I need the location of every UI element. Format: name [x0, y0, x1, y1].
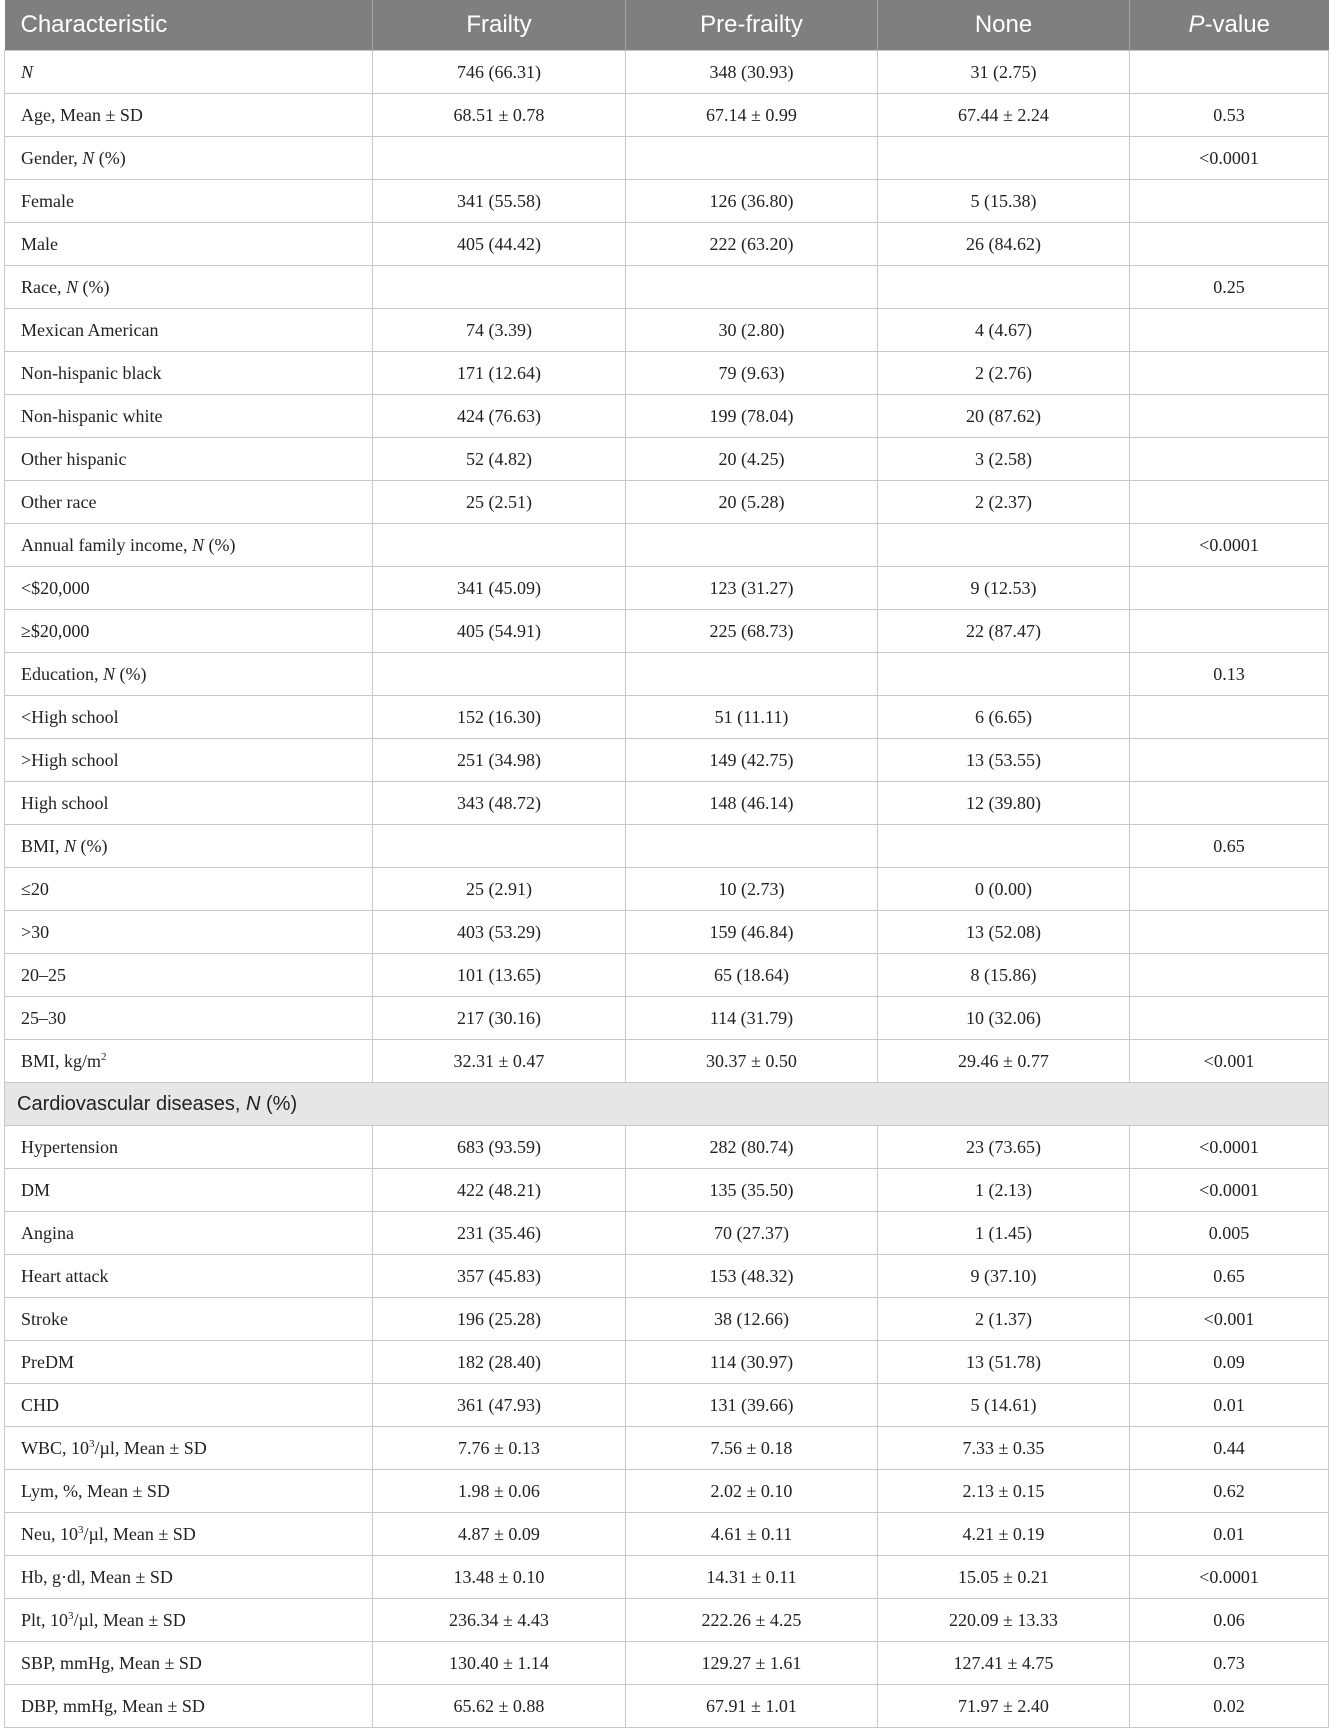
p-value-cell: 0.65 [1130, 825, 1329, 868]
none-cell: 220.09 ± 13.33 [878, 1599, 1130, 1642]
p-value-cell: 0.73 [1130, 1642, 1329, 1685]
frailty-cell: 405 (54.91) [373, 610, 626, 653]
characteristic-cell [5, 481, 373, 524]
label-text: Neu, 10 [21, 1523, 78, 1544]
pre-frailty-cell: 131 (39.66) [626, 1384, 878, 1427]
characteristic-cell [5, 567, 373, 610]
pre-frailty-cell: 70 (27.37) [626, 1212, 878, 1255]
pre-frailty-cell [626, 524, 878, 567]
characteristic-cell [5, 1427, 373, 1470]
label-superscript: 2 [101, 1050, 107, 1063]
label-text: Angina [21, 1222, 74, 1243]
p-value-cell [1130, 309, 1329, 352]
label-text: Education, [21, 663, 103, 684]
characteristic-cell [5, 782, 373, 825]
none-cell: 2 (2.76) [878, 352, 1130, 395]
label-suffix: (%) [94, 147, 126, 168]
label-text: ≤20 [21, 878, 49, 899]
pre-frailty-cell: 225 (68.73) [626, 610, 878, 653]
label-text: Male [21, 233, 58, 254]
p-value-cell [1130, 567, 1329, 610]
frailty-cell: 196 (25.28) [373, 1298, 626, 1341]
pre-frailty-cell: 20 (5.28) [626, 481, 878, 524]
none-cell: 67.44 ± 2.24 [878, 94, 1130, 137]
pre-frailty-cell: 14.31 ± 0.11 [626, 1556, 878, 1599]
p-value-cell [1130, 481, 1329, 524]
p-value-cell [1130, 223, 1329, 266]
header-p-rest: -value [1204, 11, 1270, 38]
label-superscript: 3 [78, 1523, 84, 1536]
frailty-cell: 152 (16.30) [373, 696, 626, 739]
table-row [5, 1642, 1329, 1685]
pre-frailty-cell: 114 (30.97) [626, 1341, 878, 1384]
label-text: Hypertension [21, 1136, 118, 1157]
table-row [5, 1556, 1329, 1599]
frailty-cell: 405 (44.42) [373, 223, 626, 266]
table-row [5, 352, 1329, 395]
pre-frailty-cell: 149 (42.75) [626, 739, 878, 782]
header-characteristic: Characteristic [5, 0, 373, 51]
label-text: SBP, mmHg, Mean ± SD [21, 1652, 202, 1673]
p-value-cell: <0.0001 [1130, 137, 1329, 180]
none-cell: 5 (15.38) [878, 180, 1130, 223]
label-text: >30 [21, 921, 50, 942]
frailty-cell: 68.51 ± 0.78 [373, 94, 626, 137]
table-row [5, 180, 1329, 223]
frailty-cell: 683 (93.59) [373, 1126, 626, 1169]
p-value-cell: <0.001 [1130, 1298, 1329, 1341]
table-row [5, 1126, 1329, 1169]
table-body [5, 51, 1329, 1728]
none-cell: 13 (51.78) [878, 1341, 1130, 1384]
label-italic: N [82, 147, 95, 168]
label-text: Heart attack [21, 1265, 109, 1286]
frailty-cell: 182 (28.40) [373, 1341, 626, 1384]
table-row [5, 1212, 1329, 1255]
characteristic-cell [5, 51, 373, 94]
pre-frailty-cell: 222 (63.20) [626, 223, 878, 266]
header-p-italic: P [1188, 11, 1205, 38]
label-text: <High school [21, 706, 119, 727]
label-italic: N [64, 835, 77, 856]
pre-frailty-cell: 348 (30.93) [626, 51, 878, 94]
label-text: Non-hispanic white [21, 405, 163, 426]
p-value-cell: <0.0001 [1130, 1169, 1329, 1212]
characteristic-cell [5, 739, 373, 782]
none-cell: 4.21 ± 0.19 [878, 1513, 1130, 1556]
header-pre-frailty: Pre-frailty [626, 0, 878, 51]
pre-frailty-cell [626, 653, 878, 696]
p-value-cell [1130, 954, 1329, 997]
label-italic: N [102, 663, 115, 684]
none-cell: 4 (4.67) [878, 309, 1130, 352]
table-row [5, 1040, 1329, 1083]
label-text: Age, Mean ± SD [21, 104, 143, 125]
pre-frailty-cell: 282 (80.74) [626, 1126, 878, 1169]
pre-frailty-cell: 51 (11.11) [626, 696, 878, 739]
table-header [5, 0, 1329, 51]
label-text: Female [21, 190, 74, 211]
table-row [5, 954, 1329, 997]
table-row [5, 696, 1329, 739]
p-value-cell: <0.0001 [1130, 1126, 1329, 1169]
characteristic-cell [5, 1341, 373, 1384]
frailty-cell: 101 (13.65) [373, 954, 626, 997]
none-cell: 29.46 ± 0.77 [878, 1040, 1130, 1083]
characteristic-cell [5, 395, 373, 438]
none-cell: 9 (37.10) [878, 1255, 1130, 1298]
frailty-cell: 74 (3.39) [373, 309, 626, 352]
table-row [5, 782, 1329, 825]
p-value-cell: 0.44 [1130, 1427, 1329, 1470]
pre-frailty-cell: 4.61 ± 0.11 [626, 1513, 878, 1556]
p-value-cell: <0.001 [1130, 1040, 1329, 1083]
pre-frailty-cell: 2.02 ± 0.10 [626, 1470, 878, 1513]
header-none: None [878, 0, 1130, 51]
frailty-cell: 422 (48.21) [373, 1169, 626, 1212]
p-value-cell: <0.0001 [1130, 524, 1329, 567]
label-text: >High school [21, 749, 119, 770]
characteristic-cell [5, 137, 373, 180]
section-row [5, 1083, 1329, 1126]
characteristic-cell [5, 1255, 373, 1298]
none-cell: 127.41 ± 4.75 [878, 1642, 1130, 1685]
frailty-cell: 1.98 ± 0.06 [373, 1470, 626, 1513]
label-text: BMI, kg/m [21, 1050, 102, 1071]
p-value-cell [1130, 438, 1329, 481]
characteristic-cell [5, 94, 373, 137]
label-text: Other race [21, 491, 97, 512]
none-cell: 7.33 ± 0.35 [878, 1427, 1130, 1470]
none-cell: 22 (87.47) [878, 610, 1130, 653]
none-cell: 71.97 ± 2.40 [878, 1685, 1130, 1728]
p-value-cell [1130, 696, 1329, 739]
table-row [5, 610, 1329, 653]
label-italic: N [191, 534, 204, 555]
characteristic-cell [5, 1298, 373, 1341]
characteristic-cell [5, 1470, 373, 1513]
pre-frailty-cell: 126 (36.80) [626, 180, 878, 223]
table-row [5, 51, 1329, 94]
p-value-cell [1130, 51, 1329, 94]
label-text: Hb, g·dl, Mean ± SD [21, 1566, 173, 1587]
frailty-cell: 65.62 ± 0.88 [373, 1685, 626, 1728]
pre-frailty-cell: 30 (2.80) [626, 309, 878, 352]
none-cell: 2.13 ± 0.15 [878, 1470, 1130, 1513]
p-value-cell [1130, 739, 1329, 782]
label-italic: N [65, 276, 78, 297]
characteristic-cell [5, 1384, 373, 1427]
label-text: 25–30 [21, 1007, 66, 1028]
none-cell: 31 (2.75) [878, 51, 1130, 94]
p-value-cell: 0.25 [1130, 266, 1329, 309]
frailty-cell: 4.87 ± 0.09 [373, 1513, 626, 1556]
label-text: Lym, %, Mean ± SD [21, 1480, 170, 1501]
label-text: BMI, [21, 835, 65, 856]
label-text: WBC, 10 [21, 1437, 90, 1458]
frailty-cell: 231 (35.46) [373, 1212, 626, 1255]
label-text: <$20,000 [21, 577, 90, 598]
characteristic-cell [5, 1212, 373, 1255]
none-cell [878, 825, 1130, 868]
none-cell: 26 (84.62) [878, 223, 1130, 266]
pre-frailty-cell: 79 (9.63) [626, 352, 878, 395]
none-cell: 2 (2.37) [878, 481, 1130, 524]
characteristic-cell [5, 524, 373, 567]
frailty-cell: 341 (45.09) [373, 567, 626, 610]
frailty-cell [373, 137, 626, 180]
pre-frailty-cell [626, 266, 878, 309]
label-suffix: (%) [203, 534, 236, 555]
frailty-cell [373, 825, 626, 868]
label-text-suffix: /µl, Mean ± SD [73, 1609, 186, 1630]
none-cell: 2 (1.37) [878, 1298, 1130, 1341]
table-row [5, 266, 1329, 309]
characteristic-cell [5, 1599, 373, 1642]
pre-frailty-cell: 159 (46.84) [626, 911, 878, 954]
characteristic-cell [5, 653, 373, 696]
frailty-cell [373, 653, 626, 696]
frailty-cell: 251 (34.98) [373, 739, 626, 782]
table-row [5, 911, 1329, 954]
none-cell: 8 (15.86) [878, 954, 1130, 997]
none-cell [878, 266, 1130, 309]
frailty-cell: 217 (30.16) [373, 997, 626, 1040]
frailty-cell: 171 (12.64) [373, 352, 626, 395]
table-row [5, 395, 1329, 438]
characteristic-cell [5, 438, 373, 481]
frailty-cell: 361 (47.93) [373, 1384, 626, 1427]
none-cell: 6 (6.65) [878, 696, 1130, 739]
characteristic-cell [5, 954, 373, 997]
pre-frailty-cell: 67.91 ± 1.01 [626, 1685, 878, 1728]
none-cell: 5 (14.61) [878, 1384, 1130, 1427]
table-row [5, 1169, 1329, 1212]
frailty-cell: 357 (45.83) [373, 1255, 626, 1298]
header-p-value [1130, 0, 1329, 51]
table-row [5, 1255, 1329, 1298]
label-text: DBP, mmHg, Mean ± SD [21, 1695, 205, 1716]
label-text: Plt, 10 [21, 1609, 69, 1630]
p-value-cell [1130, 610, 1329, 653]
characteristic-cell [5, 180, 373, 223]
pre-frailty-cell: 123 (31.27) [626, 567, 878, 610]
pre-frailty-cell: 67.14 ± 0.99 [626, 94, 878, 137]
characteristic-cell [5, 997, 373, 1040]
p-value-cell: 0.005 [1130, 1212, 1329, 1255]
characteristic-cell [5, 1513, 373, 1556]
characteristic-cell [5, 1126, 373, 1169]
characteristic-cell [5, 352, 373, 395]
table-row [5, 1427, 1329, 1470]
label-text: ≥$20,000 [21, 620, 90, 641]
table-row [5, 1513, 1329, 1556]
frailty-cell: 25 (2.51) [373, 481, 626, 524]
frailty-cell: 746 (66.31) [373, 51, 626, 94]
characteristic-cell [5, 223, 373, 266]
none-cell: 0 (0.00) [878, 868, 1130, 911]
none-cell: 23 (73.65) [878, 1126, 1130, 1169]
label-suffix: (%) [78, 276, 110, 297]
none-cell: 15.05 ± 0.21 [878, 1556, 1130, 1599]
characteristic-cell [5, 1642, 373, 1685]
pre-frailty-cell [626, 137, 878, 180]
header-row [5, 0, 1329, 51]
frailty-cell [373, 266, 626, 309]
table-row [5, 1470, 1329, 1513]
label-superscript: 3 [68, 1609, 74, 1622]
characteristic-cell [5, 1685, 373, 1728]
label-suffix: (%) [260, 1092, 298, 1115]
frailty-cell: 424 (76.63) [373, 395, 626, 438]
label-text: DM [21, 1179, 51, 1200]
label-italic: N [21, 61, 34, 82]
none-cell [878, 524, 1130, 567]
pre-frailty-cell [626, 825, 878, 868]
characteristic-cell [5, 1556, 373, 1599]
p-value-cell [1130, 911, 1329, 954]
label-text: Mexican American [21, 319, 159, 340]
header-frailty: Frailty [373, 0, 626, 51]
pre-frailty-cell: 20 (4.25) [626, 438, 878, 481]
pre-frailty-cell: 7.56 ± 0.18 [626, 1427, 878, 1470]
label-text: CHD [21, 1394, 60, 1415]
table-row [5, 825, 1329, 868]
frailty-cell: 343 (48.72) [373, 782, 626, 825]
p-value-cell: 0.01 [1130, 1513, 1329, 1556]
label-text: PreDM [21, 1351, 74, 1372]
frailty-cell: 7.76 ± 0.13 [373, 1427, 626, 1470]
table-row [5, 1384, 1329, 1427]
table-row [5, 438, 1329, 481]
table-row [5, 1685, 1329, 1728]
characteristic-cell [5, 1169, 373, 1212]
p-value-cell [1130, 180, 1329, 223]
frailty-cell: 130.40 ± 1.14 [373, 1642, 626, 1685]
pre-frailty-cell: 222.26 ± 4.25 [626, 1599, 878, 1642]
table-row [5, 1341, 1329, 1384]
label-text: Race, [21, 276, 66, 297]
p-value-cell: 0.53 [1130, 94, 1329, 137]
characteristics-table [4, 0, 1329, 1728]
p-value-cell: 0.06 [1130, 1599, 1329, 1642]
pre-frailty-cell: 153 (48.32) [626, 1255, 878, 1298]
none-cell: 9 (12.53) [878, 567, 1130, 610]
characteristic-cell [5, 610, 373, 653]
none-cell: 12 (39.80) [878, 782, 1130, 825]
table-row [5, 739, 1329, 782]
none-cell: 1 (1.45) [878, 1212, 1130, 1255]
table-row [5, 481, 1329, 524]
label-text: Annual family income, [21, 534, 192, 555]
frailty-cell: 25 (2.91) [373, 868, 626, 911]
p-value-cell: 0.65 [1130, 1255, 1329, 1298]
none-cell: 13 (52.08) [878, 911, 1130, 954]
label-text: Stroke [21, 1308, 68, 1329]
label-text: High school [21, 792, 109, 813]
frailty-cell: 236.34 ± 4.43 [373, 1599, 626, 1642]
none-cell: 20 (87.62) [878, 395, 1130, 438]
section-label [5, 1083, 1329, 1126]
frailty-cell: 32.31 ± 0.47 [373, 1040, 626, 1083]
p-value-cell: 0.09 [1130, 1341, 1329, 1384]
pre-frailty-cell: 10 (2.73) [626, 868, 878, 911]
pre-frailty-cell: 148 (46.14) [626, 782, 878, 825]
table-row [5, 137, 1329, 180]
characteristic-cell [5, 1040, 373, 1083]
p-value-cell: 0.62 [1130, 1470, 1329, 1513]
characteristic-cell [5, 825, 373, 868]
table-row [5, 567, 1329, 610]
label-text-suffix: /µl, Mean ± SD [94, 1437, 207, 1458]
table-row [5, 1298, 1329, 1341]
frailty-cell: 13.48 ± 0.10 [373, 1556, 626, 1599]
table-row [5, 223, 1329, 266]
label-text: Other hispanic [21, 448, 127, 469]
characteristic-cell [5, 266, 373, 309]
p-value-cell: 0.13 [1130, 653, 1329, 696]
label-text-suffix: /µl, Mean ± SD [83, 1523, 196, 1544]
none-cell [878, 653, 1130, 696]
label-suffix: (%) [76, 835, 108, 856]
p-value-cell [1130, 395, 1329, 438]
p-value-cell: <0.0001 [1130, 1556, 1329, 1599]
table-row [5, 653, 1329, 696]
characteristic-cell [5, 696, 373, 739]
pre-frailty-cell: 129.27 ± 1.61 [626, 1642, 878, 1685]
label-italic: N [246, 1092, 261, 1115]
frailty-cell [373, 524, 626, 567]
pre-frailty-cell: 65 (18.64) [626, 954, 878, 997]
p-value-cell: 0.01 [1130, 1384, 1329, 1427]
label-text: Cardiovascular diseases, [17, 1092, 246, 1115]
none-cell: 10 (32.06) [878, 997, 1130, 1040]
characteristic-cell [5, 309, 373, 352]
table-row [5, 94, 1329, 137]
p-value-cell [1130, 997, 1329, 1040]
label-superscript: 3 [89, 1437, 95, 1450]
label-text: 20–25 [21, 964, 66, 985]
pre-frailty-cell: 38 (12.66) [626, 1298, 878, 1341]
characteristic-cell [5, 868, 373, 911]
label-text: Gender, [21, 147, 83, 168]
table-row [5, 1599, 1329, 1642]
p-value-cell [1130, 782, 1329, 825]
pre-frailty-cell: 135 (35.50) [626, 1169, 878, 1212]
p-value-cell: 0.02 [1130, 1685, 1329, 1728]
label-text: Non-hispanic black [21, 362, 162, 383]
frailty-cell: 341 (55.58) [373, 180, 626, 223]
none-cell: 3 (2.58) [878, 438, 1130, 481]
pre-frailty-cell: 199 (78.04) [626, 395, 878, 438]
pre-frailty-cell: 114 (31.79) [626, 997, 878, 1040]
frailty-cell: 52 (4.82) [373, 438, 626, 481]
pre-frailty-cell: 30.37 ± 0.50 [626, 1040, 878, 1083]
table-row [5, 868, 1329, 911]
none-cell: 1 (2.13) [878, 1169, 1130, 1212]
none-cell: 13 (53.55) [878, 739, 1130, 782]
table-row [5, 309, 1329, 352]
label-suffix: (%) [115, 663, 147, 684]
characteristic-cell [5, 911, 373, 954]
p-value-cell [1130, 868, 1329, 911]
table-row [5, 524, 1329, 567]
p-value-cell [1130, 352, 1329, 395]
none-cell [878, 137, 1130, 180]
table-row [5, 997, 1329, 1040]
frailty-cell: 403 (53.29) [373, 911, 626, 954]
